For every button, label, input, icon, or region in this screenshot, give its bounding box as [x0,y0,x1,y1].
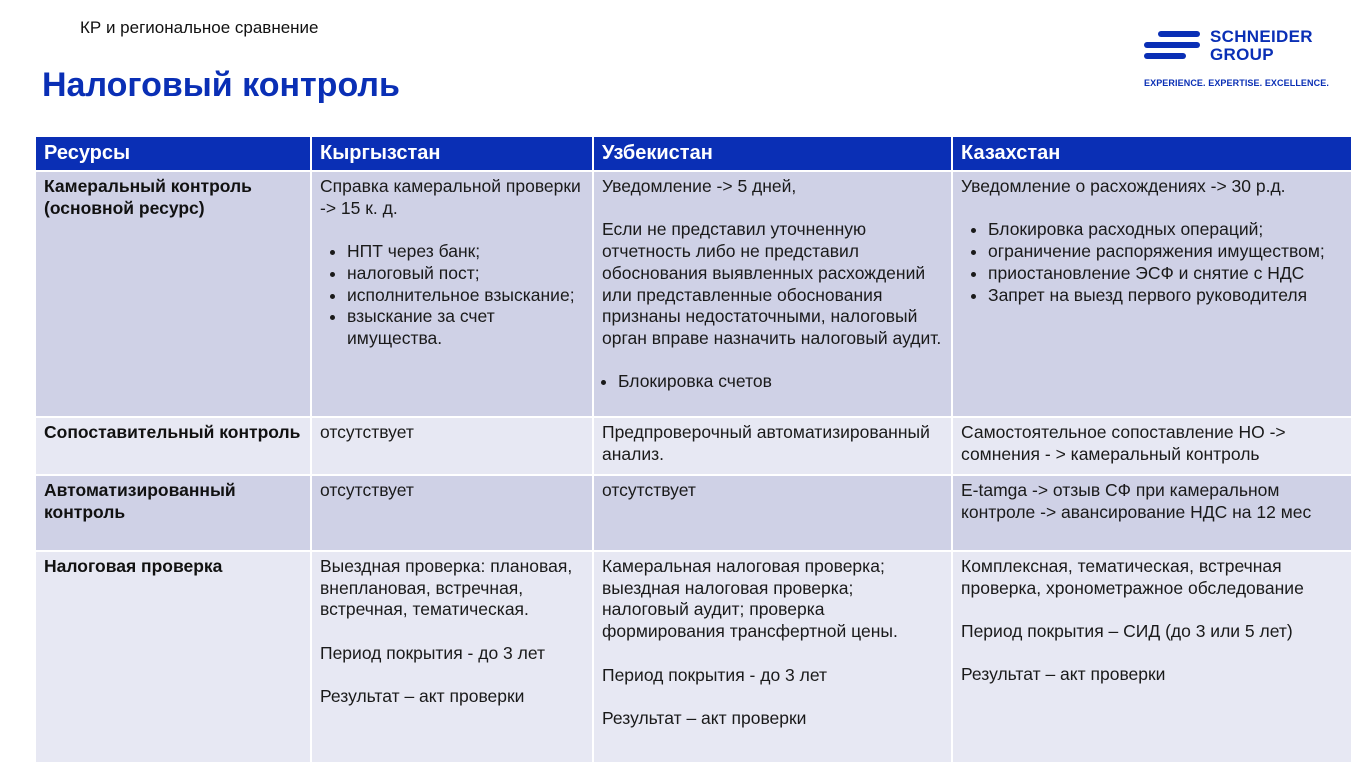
cell-kg: отсутствует [311,417,593,475]
list-item: • приостановление ЭСФ и снятие с НДС [988,263,1343,285]
cell-kg [311,171,593,417]
bullet-list [320,241,584,350]
cell-kg [311,551,593,763]
logo-stripes-icon [1144,31,1204,67]
list-item: • Блокировка расходных операций; [988,219,1343,241]
cell-text: Период покрытия - до 3 лет [602,664,828,685]
list-item: • НПТ через банк; [347,241,584,263]
header-kyrgyzstan: Кыргызстан [311,136,593,171]
cell-text: Результат – акт проверки [961,664,1166,685]
cell-kz: E-tamga -> отзыв СФ при камеральном контроле -> авансирование НДС на 12 мес [952,475,1352,551]
company-logo [1144,28,1334,94]
cell-intro: Справка камеральной проверки -> 15 к. д. [320,176,581,218]
list-item: • Блокировка счетов [618,371,943,393]
row-label: Камеральный контроль (основной ресурс) [35,171,311,417]
table-row [35,475,1352,551]
cell-text: Результат – акт проверки [320,686,525,707]
list-item: • Запрет на выезд первого руководителя [988,285,1343,307]
cell-text: Камеральная налоговая проверка; выездная налоговая проверка; налоговый аудит; проверка формирования трансфертной цены. [602,556,898,642]
row-label: Сопоставительный контроль [35,417,311,475]
cell-uz [593,551,952,763]
list-item: • ограничение распоряжения имуществом; [988,241,1343,263]
row-label: Автоматизированный контроль [35,475,311,551]
cell-kz: Самостоятельное сопоставление НО -> сомнения - > камеральный контроль [952,417,1352,475]
logo-name-line1: SCHNEIDER [1210,27,1313,46]
page-title: Налоговый контроль [42,66,400,104]
cell-kg: отсутствует [311,475,593,551]
cell-text: Период покрытия – СИД (до 3 или 5 лет) [961,621,1293,642]
logo-tagline: EXPERIENCE. EXPERTISE. EXCELLENCE. [1144,78,1329,88]
list-item: • взыскание за счет имущества. [347,306,584,349]
table-row [35,551,1352,763]
table-row [35,171,1352,417]
logo-name [1210,28,1313,64]
table-row [35,417,1352,475]
bullet-list [602,371,943,393]
cell-kz [952,171,1352,417]
section-subtitle: КР и региональное сравнение [80,18,319,37]
cell-text: Результат – акт проверки [602,707,807,728]
tax-control-table [34,135,1353,764]
cell-text: Период покрытия - до 3 лет [320,642,546,663]
header-uzbekistan: Узбекистан [593,136,952,171]
header-resources: Ресурсы [35,136,311,171]
cell-text: Если не представил уточненную отчетность либо не представил обоснования выявленных расхождений или представленные обоснования признаны недостаточными, налоговый орган вправе назначить налоговый аудит. [602,219,942,348]
list-item: • исполнительное взыскание; [347,285,584,307]
cell-uz [593,171,952,417]
list-item: • налоговый пост; [347,263,584,285]
cell-intro: Уведомление -> 5 дней, [602,176,797,196]
cell-uz: отсутствует [593,475,952,551]
row-label: Налоговая проверка [35,551,311,763]
cell-kz [952,551,1352,763]
cell-text: Комплексная, тематическая, встречная проверка, хронометражное обследование [961,556,1304,598]
cell-text: Выездная проверка: плановая, внеплановая, встречная, встречная, тематическая. [320,556,573,620]
logo-name-line2: GROUP [1210,45,1274,64]
header-kazakhstan: Казахстан [952,136,1352,171]
cell-uz: Предпроверочный автоматизированный анализ. [593,417,952,475]
bullet-list [961,219,1343,306]
table-header-row [35,136,1352,171]
cell-intro: Уведомление о расхождениях -> 30 р.д. [961,176,1286,196]
